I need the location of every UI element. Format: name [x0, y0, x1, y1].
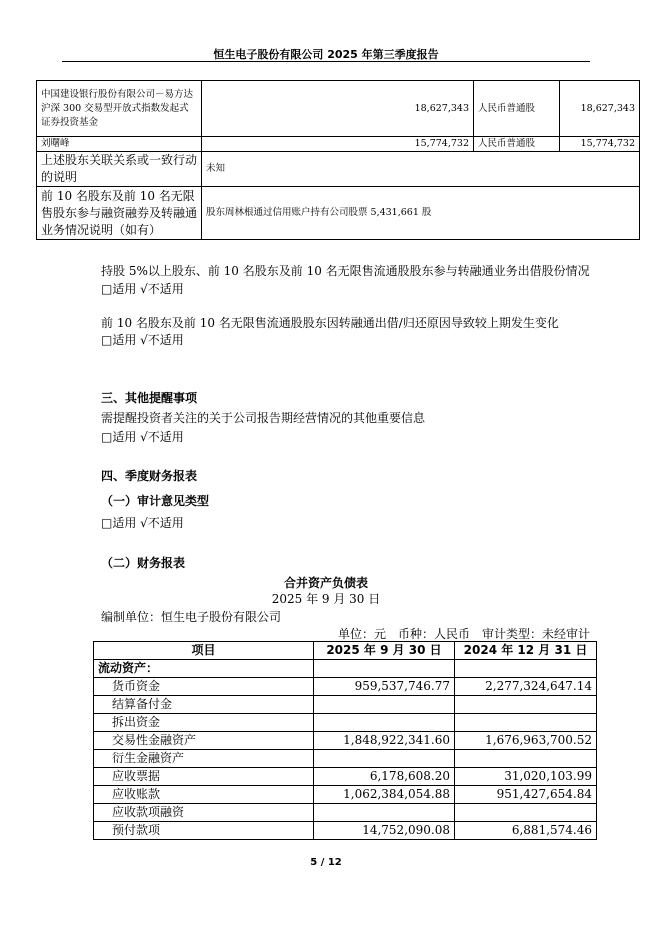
- value-current: [314, 696, 455, 714]
- item-label: 结算备付金: [94, 696, 314, 714]
- column-header-prior: 2024 年 12 月 31 日: [455, 642, 597, 660]
- value-prior: 31,020,103.99: [455, 768, 597, 786]
- margin-value: 股东周林根通过信用账户持有公司股票 5,431,661 股: [202, 187, 640, 240]
- table-row: [94, 732, 597, 750]
- balance-sheet-date: 2025 年 9 月 30 日: [271, 592, 381, 606]
- item-label: 交易性金融资产: [94, 732, 314, 750]
- item-label: 拆出资金: [94, 714, 314, 732]
- section-4-2-title: （二）财务报表: [101, 556, 186, 570]
- value-prior: 1,676,963,700.52: [455, 732, 597, 750]
- section-4-1-option: □适用 √不适用: [101, 516, 184, 530]
- table-row: [37, 152, 640, 187]
- value-prior: [455, 696, 597, 714]
- value-prior: [455, 714, 597, 732]
- shareholder-table: [36, 80, 640, 240]
- table-row: [94, 714, 597, 732]
- change-option: □适用 √不适用: [101, 333, 184, 347]
- table-row: [37, 187, 640, 240]
- value-current: 6,178,608.20: [314, 768, 455, 786]
- value-prior: [455, 750, 597, 768]
- margin-label: 前 10 名股东及前 10 名无限售股东参与融资融券及转融通业务情况说明（如有）: [37, 187, 202, 240]
- value-current: [314, 804, 455, 822]
- page-number: 5 / 12: [310, 857, 342, 868]
- share-count: 18,627,343: [560, 81, 640, 137]
- lending-option: □适用 √不适用: [101, 282, 184, 296]
- item-label: 应收票据: [94, 768, 314, 786]
- relation-label: 上述股东关联关系或一致行动的说明: [37, 152, 202, 187]
- table-row: [37, 137, 640, 152]
- value-prior: 2,277,324,647.14: [455, 678, 597, 696]
- item-label: 应收账款: [94, 786, 314, 804]
- table-header-row: [94, 642, 597, 660]
- shareholder-shares: 15,774,732: [202, 137, 474, 152]
- value-prior: [455, 804, 597, 822]
- section-3-option: □适用 √不适用: [101, 430, 184, 444]
- table-row: [37, 81, 640, 137]
- lending-paragraph: 持股 5%以上股东、前 10 名股东及前 10 名无限售流通股股东参与转融通业务出借股份情况: [101, 264, 590, 278]
- column-header-current: 2025 年 9 月 30 日: [314, 642, 455, 660]
- table-row: [94, 750, 597, 768]
- table-row: [94, 768, 597, 786]
- table-row: [94, 786, 597, 804]
- category-label: 流动资产：: [94, 660, 314, 678]
- column-header-item: 项目: [94, 642, 314, 660]
- value-current: 959,537,746.77: [314, 678, 455, 696]
- change-paragraph: 前 10 名股东及前 10 名无限售流通股股东因转融通出借/归还原因导致较上期发生变化: [101, 316, 559, 330]
- header-divider: [62, 61, 590, 62]
- item-label: 应收款项融资: [94, 804, 314, 822]
- relation-value: 未知: [202, 152, 640, 187]
- share-type: 人民币普通股: [474, 137, 560, 152]
- table-row: [94, 696, 597, 714]
- value-current: [314, 714, 455, 732]
- balance-sheet-title: 合并资产负债表: [283, 576, 368, 590]
- table-row: [94, 804, 597, 822]
- page-header: 恒生电子股份有限公司 2025 年第三季度报告: [213, 48, 439, 61]
- shareholder-name: 中国建设银行股份有限公司－易方达沪深 300 交易型开放式指数发起式证券投资基金: [37, 81, 202, 137]
- value-current: [314, 750, 455, 768]
- unit-line: 单位：元 币种：人民币 审计类型：未经审计: [337, 627, 590, 641]
- table-row: [94, 822, 597, 840]
- balance-sheet-table: [93, 641, 597, 840]
- section-3-text: 需提醒投资者关注的关于公司报告期经营情况的其他重要信息: [101, 411, 426, 425]
- section-4-1-title: （一）审计意见类型: [101, 494, 210, 508]
- value-prior: 6,881,574.46: [455, 822, 597, 840]
- value-current: 1,848,922,341.60: [314, 732, 455, 750]
- compiling-unit: 编制单位：恒生电子股份有限公司: [101, 610, 282, 624]
- shareholder-shares: 18,627,343: [202, 81, 474, 137]
- item-label: 货币资金: [94, 678, 314, 696]
- item-label: 衍生金融资产: [94, 750, 314, 768]
- shareholder-name: 刘曙峰: [37, 137, 202, 152]
- share-count: 15,774,732: [560, 137, 640, 152]
- value-prior: 951,427,654.84: [455, 786, 597, 804]
- table-row: [94, 660, 597, 678]
- section-3-title: 三、其他提醒事项: [101, 391, 198, 405]
- value-current: 14,752,090.08: [314, 822, 455, 840]
- share-type: 人民币普通股: [474, 81, 560, 137]
- value-current: 1,062,384,054.88: [314, 786, 455, 804]
- section-4-title: 四、季度财务报表: [101, 469, 198, 483]
- item-label: 预付款项: [94, 822, 314, 840]
- table-row: [94, 678, 597, 696]
